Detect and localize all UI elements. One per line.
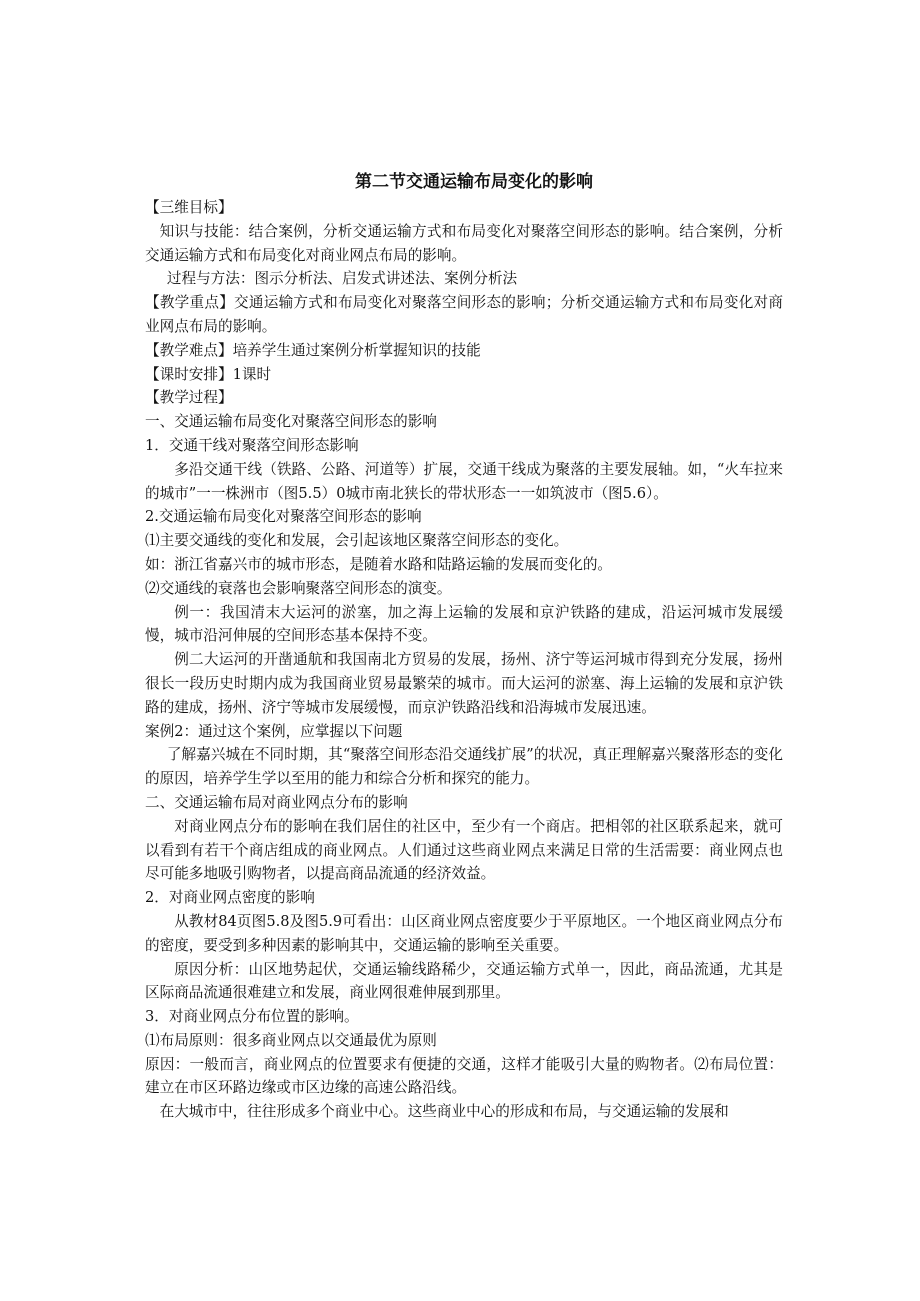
paragraph: 对商业网点分布的影响在我们居住的社区中，至少有一个商店。把相邻的社区联系起来，就可以看到有若干个商店组成的商业网点。人们通过这些商业网点来满足日常的生活需要：商业网点也尽可能多地吸引购物者，以提高商品流通的经济效益。: [145, 817, 783, 883]
paragraph: ⑵交通线的衰落也会影响聚落空间形态的演变。: [145, 579, 452, 597]
paragraph: 3．对商业网点分布位置的影响。: [145, 1008, 359, 1026]
paragraph: 在大城市中，往往形成多个商业中心。这些商业中心的形成和布局，与交通运输的发展和: [159, 1103, 729, 1121]
paragraph: 【教学重点】交通运输方式和布局变化对聚落空间形态的影响；分析交通运输方式和布局变化对商业网点布局的影响。: [145, 294, 783, 335]
paragraph: 2.交通运输布局变化对聚落空间形态的影响: [145, 508, 422, 526]
paragraph: 【教学过程】: [145, 389, 233, 407]
paragraph: 一、交通运输布局变化对聚落空间形态的影响: [145, 413, 437, 431]
paragraph: 二、交通运输布局对商业网点分布的影响: [145, 793, 408, 811]
paragraph: 2．对商业网点密度的影响: [145, 889, 315, 907]
paragraph: ⑴布局原则：很多商业网点以交通最优为原则: [145, 1031, 437, 1049]
page-title: 第二节交通运输布局变化的影响: [355, 172, 593, 192]
paragraph: 原因：一般而言，商业网点的位置要求有便捷的交通，这样才能吸引大量的购物者。⑵布局位置：建立在市区环路边缘或市区边缘的高速公路沿线。: [145, 1055, 783, 1097]
paragraph: 例一：我国清末大运河的淤塞，加之海上运输的发展和京沪铁路的建成，沿运河城市发展缓慢，城市沿河伸展的空间形态基本保持不变。: [145, 603, 783, 645]
paragraph: 如：浙江省嘉兴市的城市形态，是随着水路和陆路运输的发展而变化的。: [145, 555, 613, 573]
paragraph: 了解嘉兴城在不同时期，其“聚落空间形态沿交通线扩展”的状况，真正理解嘉兴聚落形态的变化的原因，培养学生学以至用的能力和综合分析和探究的能力。: [145, 746, 783, 788]
paragraph: 从教材84页图5.8及图5.9可看出：山区商业网点密度要少于平原地区。一个地区商业网点分布的密度，要受到多种因素的影响其中，交通运输的影响至关重要。: [145, 912, 783, 954]
document-body: [145, 168, 783, 1124]
paragraph: ⑴主要交通线的变化和发展，会引起该地区聚落空间形态的变化。: [145, 532, 569, 550]
paragraph: 原因分析：山区地势起伏，交通运输线路稀少，交通运输方式单一，因此，商品流通，尤其是区际商品流通很难建立和发展，商业网很难伸展到那里。: [145, 960, 783, 1002]
paragraph: 【教学难点】培养学生通过案例分析掌握知识的技能: [145, 341, 481, 359]
paragraph: 1．交通干线对聚落空间形态影响: [145, 436, 359, 454]
paragraph: 【三维目标】: [145, 199, 233, 216]
paragraph: 案例2：通过这个案例，应掌握以下问题: [145, 722, 403, 740]
paragraph: 例二大运河的开凿通航和我国南北方贸易的发展，扬州、济宁等运河城市得到充分发展，扬州很长一段历史时期内成为我国商业贸易最繁荣的城市。而大运河的淤塞、海上运输的发展和京沪铁路的建成，扬州、济宁等城市发展缓慢，而京沪铁路沿线和沿海城市发展迅速。: [145, 651, 783, 716]
paragraph: 过程与方法：图示分析法、启发式讲述法、案例分析法: [166, 270, 518, 288]
paragraph: 多沿交通干线（铁路、公路、河道等）扩展，交通干线成为聚落的主要发展轴。如，“火车拉来的城市”一一株洲市（图5.5）0城市南北狭长的带状形态一一如筑波市（图5.6）。: [145, 460, 783, 502]
paragraph: 知识与技能：结合案例，分析交通运输方式和布局变化对聚落空间形态的影响。结合案例，分析交通运输方式和布局变化对商业网点布局的影响。: [145, 222, 783, 264]
paragraph: 【课时安排】1课时: [145, 365, 272, 383]
paragraph-list: [145, 196, 783, 1124]
